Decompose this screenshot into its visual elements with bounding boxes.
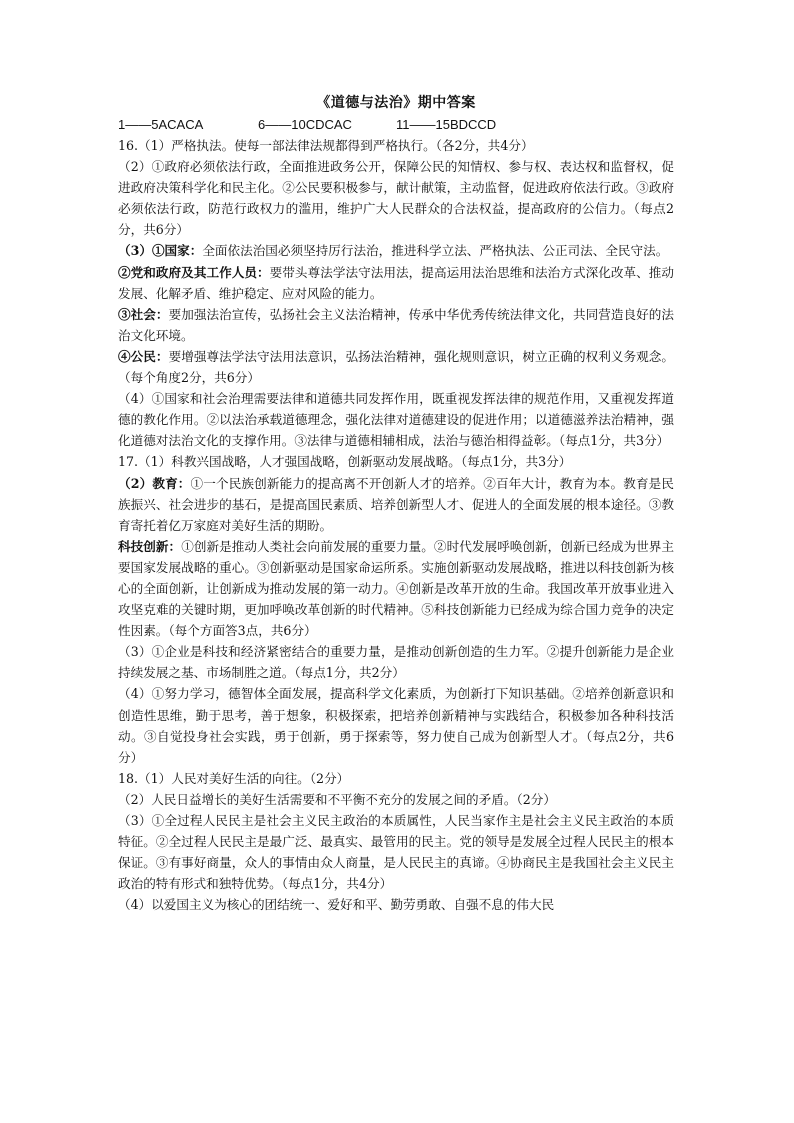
answer-paragraph (118, 156, 674, 240)
answer-paragraph (118, 810, 674, 894)
answer-text: （3）①全过程人民民主是社会主义民主政治的本质属性，人民当家作主是社会主义民主政治的本质特征。②全过程人民民主是最广泛、最真实、最管用的民主。党的领导是发展全过程人民民主的根本保证。③有事好商量，众人的事情由众人商量，是人民民主的真谛。④协商民主是我国社会主义民主政治的特有形式和独特优势。（每点1分，共4分） (118, 813, 674, 892)
answer-paragraph (118, 473, 674, 536)
answer-text: 要增强尊法学法守法用法意识，弘扬法治精神，强化规则意识，树立正确的权利义务观念。（每个角度2分，共6分） (118, 348, 675, 386)
answer-text: （4）以爱国主义为核心的团结统一、爱好和平、勤劳勇敢、自强不息的伟大民 (118, 897, 555, 913)
answer-paragraph (118, 536, 674, 641)
answer-paragraph (118, 135, 674, 156)
answer-text: （3）①企业是科技和经济紧密结合的重要力量，是推动创新创造的生力军。②提升创新能力是企业持续发展之基、市场制胜之道。（每点1分，共2分） (118, 644, 674, 681)
answer-text: 18.（1）人民对美好生活的向往。（2分） (118, 770, 350, 786)
answer-text: 全面依法治国必须坚持厉行法治，推进科学立法、严格执法、公正司法、全民守法。 (202, 243, 669, 259)
answer-paragraph (118, 346, 674, 388)
answer-heading: 科技创新： (118, 538, 182, 554)
answer-paragraph (118, 894, 674, 915)
answer-text: 要加强法治宣传，弘扬社会主义法治精神，传承中华优秀传统法律文化，共同营造良好的法治文化环境。 (118, 306, 675, 343)
answer-paragraph (118, 304, 674, 346)
answer-paragraph (118, 683, 674, 767)
answer-paragraph (118, 789, 674, 810)
answer-text: 要带头尊法学法守法用法，提高运用法治思维和法治方式深化改革、推动发展、化解矛盾、维护稳定、应对风险的能力。 (118, 264, 675, 301)
answer-heading: （3）①国家： (118, 243, 203, 259)
answer-text: （2）人民日益增长的美好生活需要和不平衡不充分的发展之间的矛盾。（2分） (118, 791, 556, 807)
answer-heading: ③社会： (118, 306, 169, 322)
answer-text: 17.（1）科教兴国战略，人才强国战略，创新驱动发展战略。（每点1分，共3分） (118, 454, 572, 470)
answer-text: （2）①政府必须依法行政，全面推进政务公开，保障公民的知情权、参与权、表达权和监督权，促进政府决策科学化和民主化。②公民要积极参与，献计献策，主动监督，促进政府依法行政。③政府必须依法行政，防范行政权力的滥用，维护广大人民群众的合法权益，提高政府的公信力。（每点2分，共6分） (118, 159, 674, 238)
answer-heading: ②党和政府及其工作人员： (118, 264, 270, 280)
answer-text: ①一个民族创新能力的提高离不开创新人才的培养。②百年大计，教育为本。教育是民族振兴、社会进步的基石，是提高国民素质、培养创新型人才、促进人的全面发展的根本途径。③教育寄托着亿万家庭对美好生活的期盼。 (118, 475, 675, 533)
answer-text: 16.（1）严格执法。使每一部法律法规都得到严格执行。（各2分，共4分） (118, 138, 534, 153)
answer-text: ①创新是推动人类社会向前发展的重要力量。②时代发展呼唤创新，创新已经成为世界主要国家发展战略的重心。③创新驱动是国家命运所系。实施创新驱动发展战略，推进以科技创新为核心的全面创新，让创新成为推动发展的第一动力。④创新是改革开放的生命。我国改革开放事业进入攻坚克难的关键时期，更加呼唤改革创新的时代精神。⑤科技创新能力已经成为综合国力竞争的决定性因素。（每个方面答3点，共6分） (118, 538, 675, 639)
answer-paragraph (118, 388, 674, 451)
mc-answers-1-5: 1——5ACACA (118, 117, 204, 132)
answer-paragraph (118, 240, 674, 261)
answer-text: （4）①国家和社会治理需要法律和道德共同发挥作用，既重视发挥法律的规范作用，又重视发挥道德的教化作用。②以法治承载道德理念，强化法律对道德建设的促进作用；以道德滋养法治精神，强化道德对法治文化的支撑作用。③法律与道德相辅相成，法治与德治相得益彰。（每点1分，共3分） (118, 391, 674, 449)
page-title: 《道德与法治》期中答案 (316, 95, 476, 111)
answer-paragraph (118, 451, 674, 472)
multiple-choice-answers (118, 114, 674, 135)
answer-body (118, 135, 674, 915)
answer-paragraph (118, 768, 674, 789)
mc-answers-6-10: 6——10CDCAC (258, 117, 352, 132)
answer-heading: ④公民： (118, 348, 169, 364)
mc-answers-11-15: 11——15BDCCD (396, 117, 497, 132)
answer-paragraph (118, 262, 674, 304)
answer-heading: （2）教育： (118, 475, 191, 491)
answer-paragraph (118, 641, 674, 683)
answer-text: （4）①努力学习，德智体全面发展，提高科学文化素质，为创新打下知识基础。②培养创新意识和创造性思维，勤于思考，善于想象，积极探索，把培养创新精神与实践结合，积极参加各种科技活动。③自觉投身社会实践，勇于创新，勇于探索等，努力使自己成为创新型人才。（每点2分，共6分） (118, 686, 674, 765)
answer-sheet (118, 92, 674, 915)
